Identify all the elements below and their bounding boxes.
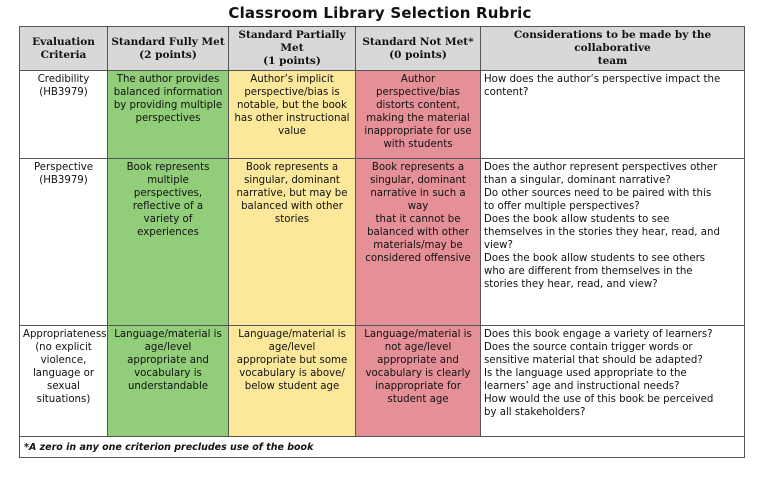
cell-text: singular, dominant — [244, 175, 340, 186]
cell-text: Does this book engage a variety of learners? — [484, 329, 713, 340]
partially-met-cell — [229, 71, 356, 159]
cell-text: perspective/bias is — [244, 87, 340, 98]
cell-text: content? — [484, 87, 529, 98]
cell-text: The author provides — [116, 74, 220, 85]
considerations-cell — [481, 71, 745, 159]
rubric-table — [19, 26, 745, 458]
cell-text: narrative, but may be — [236, 188, 348, 199]
cell-text: notable, but the book — [237, 100, 347, 111]
not-met-cell — [356, 326, 481, 437]
cell-text: perspective/bias — [376, 87, 460, 98]
criteria-cell — [20, 159, 108, 326]
cell-text: situations) — [36, 394, 91, 405]
cell-text: stories they hear, read, and view? — [484, 279, 658, 290]
cell-text: singular, dominant — [370, 175, 466, 186]
cell-text: than a singular, dominant narrative? — [484, 175, 671, 186]
cell-text: Does the book allow students to see others — [484, 253, 706, 264]
partially-met-cell — [229, 326, 356, 437]
cell-text: by providing multiple — [113, 100, 223, 111]
cell-text: vocabulary is above/ — [239, 368, 345, 379]
cell-text: Author’s implicit — [250, 74, 334, 85]
cell-text: Does the author represent perspectives other — [484, 162, 718, 173]
cell-text: Appropriateness — [23, 329, 107, 340]
cell-text: balanced with other — [367, 227, 469, 238]
header-text: (2 points) — [139, 48, 197, 61]
fully-met-cell — [108, 326, 229, 437]
cell-text: narrative in such a way — [370, 188, 466, 212]
cell-text: Language/material is — [238, 329, 346, 340]
cell-text: appropriate but some — [236, 355, 348, 366]
header-not-met — [356, 27, 481, 71]
cell-text: Language/material is — [364, 329, 472, 340]
cell-text: language or — [32, 368, 95, 379]
cell-text: appropriate and — [377, 355, 459, 366]
fully-met-cell — [108, 159, 229, 326]
header-partially-met — [229, 27, 356, 71]
cell-text: violence, — [40, 355, 87, 366]
cell-text: vocabulary is clearly — [365, 368, 471, 379]
header-text: Evaluation — [32, 35, 95, 48]
considerations-cell — [481, 326, 745, 437]
cell-text: Does the source contain trigger words or — [484, 342, 693, 353]
cell-text: with students — [383, 139, 453, 150]
not-met-cell — [356, 71, 481, 159]
cell-text: vocabulary is — [134, 368, 202, 379]
cell-text: (HB3979) — [39, 87, 88, 98]
cell-text: learners’ age and instructional needs? — [484, 381, 680, 392]
header-row — [20, 27, 745, 71]
cell-text: not age/level — [384, 342, 452, 353]
criteria-cell — [20, 71, 108, 159]
cell-text: value — [278, 126, 306, 137]
footnote-row — [20, 437, 745, 458]
footnote: *A zero in any one criterion precludes use of the book — [20, 437, 745, 458]
cell-text: stories — [274, 214, 310, 225]
partially-met-cell — [229, 159, 356, 326]
table-row — [20, 326, 745, 437]
cell-text: perspectives — [135, 113, 201, 124]
header-criteria — [20, 27, 108, 71]
header-text: team — [597, 55, 628, 67]
header-text: Standard Fully Met — [111, 35, 225, 48]
header-text: Standard Partially Met — [238, 29, 346, 54]
cell-text: Author — [400, 74, 436, 85]
cell-text: who are different from themselves in the — [484, 266, 693, 277]
cell-text: themselves in the stories they hear, read, and — [484, 227, 720, 238]
cell-text: (HB3979) — [39, 175, 88, 186]
cell-text: experiences — [137, 227, 199, 238]
cell-text: How would the use of this book be perceived — [484, 394, 714, 405]
cell-text: view? — [484, 240, 513, 251]
cell-text: considered offensive — [365, 253, 471, 264]
cell-text: age/level — [144, 342, 192, 353]
cell-text: Credibility — [37, 74, 90, 85]
cell-text: Perspective — [33, 162, 93, 173]
cell-text: inappropriate for use — [364, 126, 472, 137]
header-text: Criteria — [40, 48, 87, 61]
cell-text: Do other sources need to be paired with this — [484, 188, 712, 199]
header-text: Considerations to be made by the collaborative — [513, 29, 712, 54]
cell-text: has other instructional — [234, 113, 350, 124]
table-row — [20, 159, 745, 326]
cell-text: understandable — [127, 381, 209, 392]
cell-text: appropriate and — [127, 355, 209, 366]
page-title: Classroom Library Selection Rubric — [228, 4, 532, 22]
cell-text: age/level — [268, 342, 316, 353]
header-text: Standard Not Met* — [362, 35, 474, 48]
cell-text: Does the book allow students to see — [484, 214, 670, 225]
cell-text: Book represents a — [371, 162, 465, 173]
cell-text: How does the author’s perspective impact the — [484, 74, 721, 85]
header-considerations — [481, 27, 745, 71]
cell-text: sensitive material that should be adapted? — [484, 355, 703, 366]
cell-text: to offer multiple perspectives? — [484, 201, 640, 212]
cell-text: student age — [387, 394, 449, 405]
considerations-cell — [481, 159, 745, 326]
header-fully-met — [108, 27, 229, 71]
cell-text: sexual — [47, 381, 80, 392]
cell-text: Language/material is — [114, 329, 222, 340]
cell-text: Is the language used appropriate to the — [484, 368, 687, 379]
fully-met-cell — [108, 71, 229, 159]
cell-text: (no explicit — [35, 342, 92, 353]
cell-text: balanced information — [113, 87, 223, 98]
cell-text: by all stakeholders? — [484, 407, 586, 418]
cell-text: below student age — [244, 381, 340, 392]
table-row — [20, 71, 745, 159]
cell-text: distorts content, — [376, 100, 460, 111]
cell-text: Book represents a — [245, 162, 339, 173]
header-text: (1 points) — [263, 55, 321, 67]
cell-text: multiple — [147, 175, 189, 186]
cell-text: perspectives, — [133, 188, 203, 199]
cell-text: making the material — [366, 113, 470, 124]
cell-text: materials/may be — [373, 240, 463, 251]
cell-text: variety of — [143, 214, 193, 225]
cell-text: inappropriate for — [375, 381, 461, 392]
cell-text: balanced with other — [241, 201, 343, 212]
cell-text: that it cannot be — [375, 214, 461, 225]
cell-text: Book represents — [126, 162, 210, 173]
cell-text: reflective of a — [132, 201, 204, 212]
not-met-cell — [356, 159, 481, 326]
criteria-cell — [20, 326, 108, 437]
header-text: (0 points) — [389, 48, 447, 61]
